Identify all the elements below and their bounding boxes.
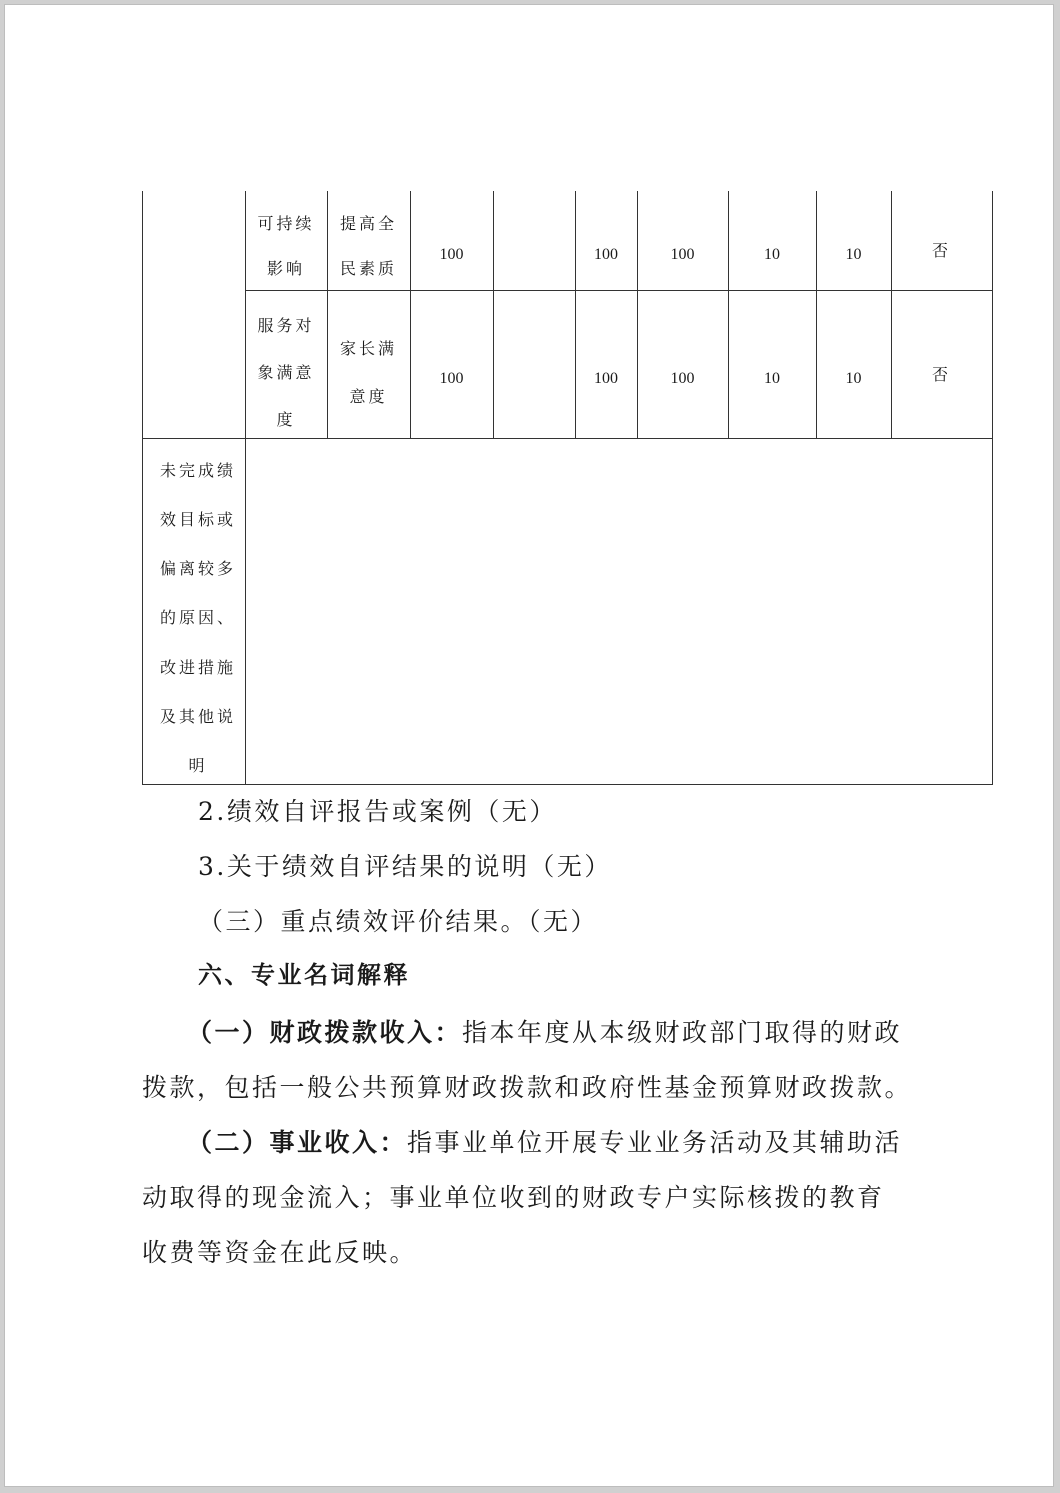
- table-cell-value: 100: [594, 246, 618, 263]
- section-heading: 六、专业名词解释: [198, 961, 410, 989]
- table-cell-value: 100: [594, 370, 618, 387]
- table-cell-value: 100: [439, 370, 464, 387]
- term-definition-continued: 收费等资金在此反映。: [142, 1238, 418, 1267]
- term-business-income: [187, 1130, 902, 1155]
- table-cell-reason-content: [246, 439, 992, 784]
- term-definition: 指事业单位开展专业业务活动及其辅助活: [407, 1128, 903, 1157]
- table-cell-indicator: 可持续 影响: [257, 213, 315, 278]
- table-cell-value: 100: [670, 246, 695, 263]
- term-definition: 指本年度从本级财政部门取得的财政: [462, 1018, 903, 1047]
- table-cell-indicator: 服务对 象满意 度: [257, 316, 315, 429]
- table-cell-score: 10: [845, 370, 862, 387]
- table-cell-score: 10: [764, 246, 780, 263]
- table-cell-flag: 否: [931, 365, 951, 384]
- paragraph-key-evaluation: （三）重点绩效评价结果。（无）: [198, 907, 599, 936]
- table-cell-reason-label: 未完成绩 效目标或 偏离较多 的原因、 改进措施 及其他说 明: [159, 461, 236, 775]
- paragraph-self-eval-result: 3.关于绩效自评结果的说明（无）: [198, 852, 612, 881]
- table-border-left: [142, 191, 143, 785]
- table-border-right: [992, 191, 993, 785]
- term-label: （二）事业收入：: [187, 1128, 408, 1157]
- term-definition-continued: 动取得的现金流入；事业单位收到的财政专户实际核拨的教育: [142, 1183, 885, 1212]
- table-cell-score: 10: [845, 246, 862, 263]
- table-cell-score: 10: [764, 370, 780, 387]
- table-cell-value: 100: [439, 246, 464, 263]
- document-page: [4, 4, 1054, 1487]
- table-cell-flag: 否: [931, 241, 951, 260]
- term-label: （一）财政拨款收入：: [187, 1018, 463, 1047]
- term-fiscal-appropriation: [187, 1020, 902, 1045]
- paragraph-self-eval-report: 2.绩效自评报告或案例（无）: [198, 797, 557, 826]
- table-cell-sub-indicator: 提高全 民素质: [339, 213, 397, 278]
- table-cell-sub-indicator: 家长满 意度: [339, 339, 397, 406]
- table-cell-value: 100: [670, 370, 695, 387]
- term-definition-continued: 拨款，包括一般公共预算财政拨款和政府性基金预算财政拨款。: [142, 1073, 913, 1102]
- table-border-bottom: [142, 784, 993, 785]
